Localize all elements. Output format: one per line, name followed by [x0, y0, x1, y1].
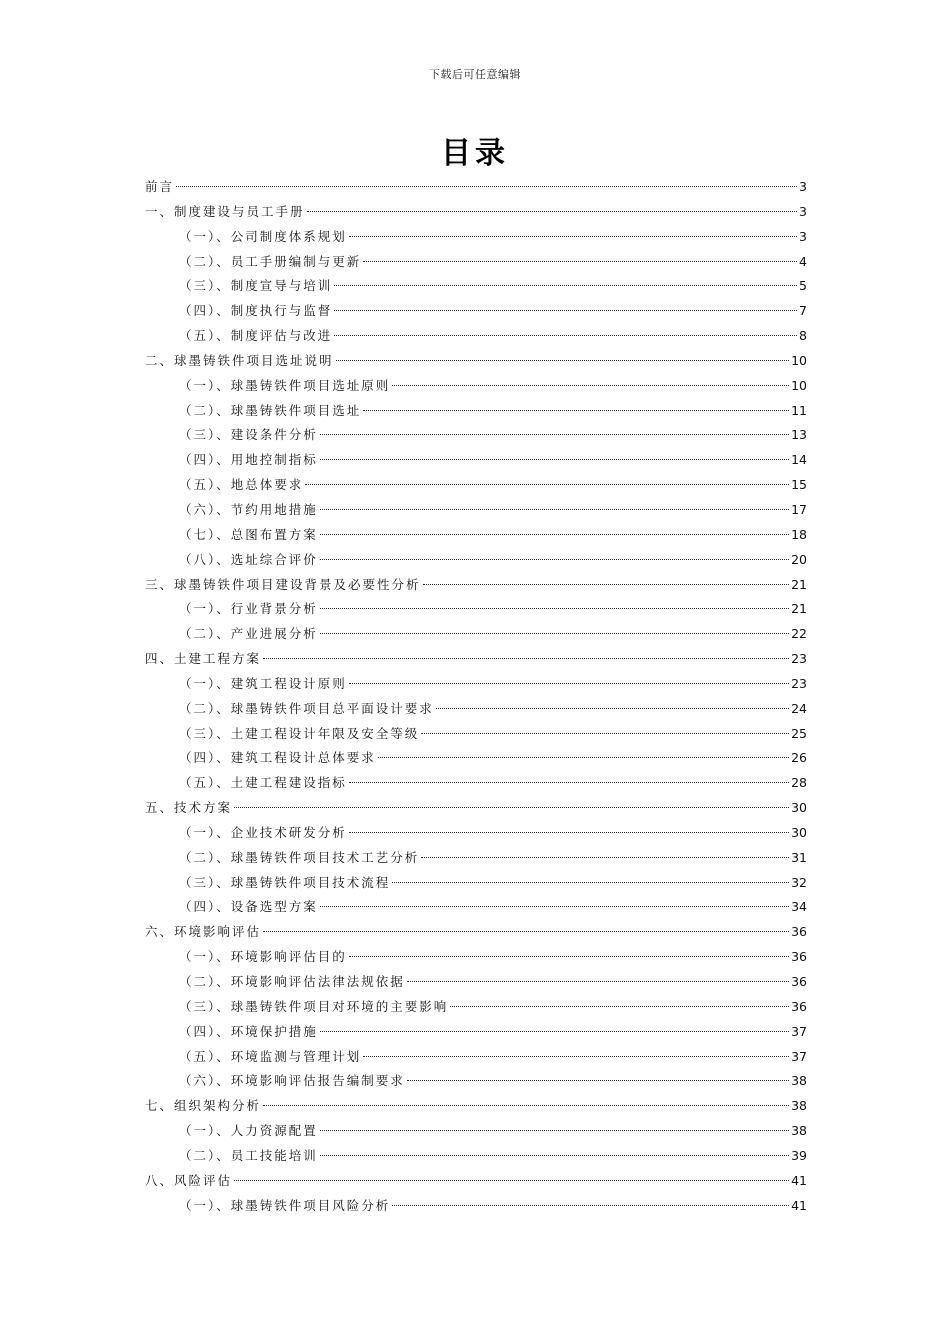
toc-leader-dots [392, 385, 789, 386]
toc-entry-label: （一）、企业技术研发分析 [179, 824, 347, 840]
toc-entry[interactable] [145, 175, 807, 200]
toc-leader-dots [176, 186, 797, 187]
toc-entry-label: （四）、设备选型方案 [179, 899, 318, 915]
toc-entry-label: 二、球墨铸铁件项目选址说明 [145, 352, 334, 368]
toc-leader-dots [421, 857, 789, 858]
toc-leader-dots [336, 360, 790, 361]
toc-leader-dots [320, 1130, 789, 1131]
toc-entry-label: （七）、总图布置方案 [179, 526, 318, 542]
toc-leader-dots [334, 335, 797, 336]
toc-subentry[interactable] [145, 846, 807, 871]
toc-page-number: 3 [799, 228, 807, 244]
toc-entry-label: 前言 [145, 179, 175, 194]
toc-entry-label: （三）、土建工程设计年限及安全等级 [179, 725, 420, 741]
toc-subentry[interactable] [145, 1045, 807, 1070]
toc-entry-label: （一）、球墨铸铁件项目选址原则 [179, 377, 391, 393]
toc-entry-label: （三）、制度宣导与培训 [179, 278, 333, 294]
toc-page-number: 22 [791, 626, 807, 642]
toc-leader-dots [320, 633, 789, 634]
toc-entry-label: （四）、环境保护措施 [179, 1023, 318, 1039]
toc-leader-dots [423, 584, 790, 585]
toc-entry-label: （三）、建设条件分析 [179, 427, 318, 443]
toc-page-number: 21 [791, 601, 807, 617]
toc-page-number: 34 [791, 899, 807, 915]
toc-subentry[interactable] [145, 473, 807, 498]
toc-subentry[interactable] [145, 225, 807, 250]
toc-subentry[interactable] [145, 1069, 807, 1094]
toc-entry-label: （五）、制度评估与改进 [179, 328, 333, 344]
toc-subentry[interactable] [145, 523, 807, 548]
toc-leader-dots [363, 261, 797, 262]
toc-entry[interactable] [145, 573, 807, 598]
toc-subentry[interactable] [145, 945, 807, 970]
toc-subentry[interactable] [145, 548, 807, 573]
toc-page-number: 23 [791, 651, 807, 667]
toc-page-number: 23 [791, 675, 807, 691]
toc-entry-label: （二）、球墨铸铁件项目总平面设计要求 [179, 700, 434, 716]
toc-leader-dots [320, 559, 789, 560]
toc-subentry[interactable] [145, 871, 807, 896]
toc-page-number: 21 [791, 576, 807, 592]
toc-page-number: 37 [791, 1023, 807, 1039]
toc-page-number: 31 [791, 849, 807, 865]
toc-page-number: 8 [799, 328, 807, 344]
toc-page-number: 37 [791, 1048, 807, 1064]
toc-leader-dots [305, 484, 789, 485]
page-header: 下载后可任意编辑 [429, 68, 521, 81]
toc-subentry[interactable] [145, 970, 807, 995]
toc-subentry[interactable] [145, 1020, 807, 1045]
toc-entry-label: （三）、球墨铸铁件项目技术流程 [179, 874, 391, 890]
toc-subentry[interactable] [145, 1194, 807, 1219]
toc-page-number: 41 [791, 1172, 807, 1188]
toc-subentry[interactable] [145, 324, 807, 349]
toc-leader-dots [263, 1105, 789, 1106]
toc-page-number: 15 [791, 477, 807, 493]
toc-leader-dots [378, 757, 789, 758]
toc-subentry[interactable] [145, 821, 807, 846]
toc-entry-label: 六、环境影响评估 [145, 924, 262, 940]
toc-entry-label: （二）、产业进展分析 [179, 626, 318, 642]
toc-entry-label: （一）、公司制度体系规划 [179, 228, 347, 244]
toc-subentry[interactable] [145, 374, 807, 399]
toc-entry-label: （三）、球墨铸铁件项目对环境的主要影响 [179, 998, 449, 1014]
toc-page-number: 36 [791, 924, 807, 940]
toc-subentry[interactable] [145, 672, 807, 697]
toc-page-number: 18 [791, 526, 807, 542]
toc-entry-label: （二）、员工手册编制与更新 [179, 253, 362, 269]
toc-page-number: 36 [791, 949, 807, 965]
toc-leader-dots [334, 285, 797, 286]
toc-leader-dots [407, 981, 789, 982]
toc-page-number: 20 [791, 551, 807, 567]
toc-entry-label: （六）、环境影响评估报告编制要求 [179, 1073, 405, 1089]
toc-leader-dots [320, 1031, 789, 1032]
toc-page-number: 10 [791, 377, 807, 393]
toc-page-number: 38 [791, 1098, 807, 1114]
toc-page-number: 7 [799, 303, 807, 319]
toc-entry-label: 七、组织架构分析 [145, 1098, 262, 1114]
toc-leader-dots [320, 459, 789, 460]
toc-subentry[interactable] [145, 299, 807, 324]
toc-entry[interactable] [145, 1169, 807, 1194]
toc-subentry[interactable] [145, 399, 807, 424]
toc-entry-label: （四）、制度执行与监督 [179, 303, 333, 319]
toc-page-number: 10 [791, 352, 807, 368]
toc-leader-dots [392, 882, 789, 883]
toc-entry-label: （五）、土建工程建设指标 [179, 775, 347, 791]
toc-leader-dots [307, 211, 798, 212]
toc-leader-dots [234, 807, 789, 808]
toc-page-number: 30 [791, 800, 807, 816]
toc-entry-label: （二）、球墨铸铁件项目技术工艺分析 [179, 849, 420, 865]
toc-leader-dots [263, 931, 789, 932]
toc-leader-dots [349, 956, 789, 957]
toc-subentry[interactable] [145, 597, 807, 622]
toc-leader-dots [349, 832, 789, 833]
toc-leader-dots [334, 310, 797, 311]
toc-entry-label: （二）、环境影响评估法律法规依据 [179, 974, 405, 989]
toc-subentry[interactable] [145, 622, 807, 647]
toc-page-number: 38 [791, 1073, 807, 1089]
toc-page-number: 13 [791, 427, 807, 443]
toc-subentry[interactable] [145, 895, 807, 920]
toc-page-number: 36 [791, 974, 807, 989]
toc-entry-label: （一）、球墨铸铁件项目风险分析 [179, 1197, 391, 1213]
toc-page-number: 38 [791, 1123, 807, 1139]
toc-subentry[interactable] [145, 1144, 807, 1169]
toc-entry[interactable] [145, 1094, 807, 1119]
toc-entry-label: （四）、建筑工程设计总体要求 [179, 750, 376, 766]
toc-subentry[interactable] [145, 250, 807, 275]
toc-page-number: 30 [791, 824, 807, 840]
toc-leader-dots [320, 509, 789, 510]
toc-page-number: 25 [791, 725, 807, 741]
toc-entry-label: 三、球墨铸铁件项目建设背景及必要性分析 [145, 576, 421, 592]
toc-leader-dots [320, 1155, 789, 1156]
toc-page-number: 32 [791, 874, 807, 890]
toc-page-number: 11 [791, 402, 807, 418]
toc-page-number: 5 [799, 278, 807, 294]
toc-subentry[interactable] [145, 1119, 807, 1144]
toc-leader-dots [392, 1205, 789, 1206]
toc-leader-dots [320, 434, 789, 435]
toc-page-number: 3 [799, 203, 807, 219]
toc-leader-dots [263, 658, 789, 659]
toc-subentry[interactable] [145, 722, 807, 747]
toc-entry-label: （四）、用地控制指标 [179, 452, 318, 468]
toc-entry[interactable] [145, 647, 807, 672]
toc-leader-dots [320, 534, 789, 535]
toc-subentry[interactable] [145, 746, 807, 771]
toc-leader-dots [436, 708, 789, 709]
toc-page-number: 17 [791, 501, 807, 517]
toc-entry-label: （二）、球墨铸铁件项目选址 [179, 402, 362, 418]
page-title: 目录 [441, 136, 509, 171]
toc-page-number: 28 [791, 775, 807, 791]
toc-entry-label: （一）、建筑工程设计原则 [179, 675, 347, 691]
toc-leader-dots [349, 236, 797, 237]
toc-entry-label: （二）、员工技能培训 [179, 1147, 318, 1163]
toc-page-number: 41 [791, 1197, 807, 1213]
toc-leader-dots [363, 1056, 789, 1057]
toc-page-number: 24 [791, 700, 807, 716]
toc-entry-label: 八、风险评估 [145, 1172, 233, 1188]
toc-page-number: 3 [799, 179, 807, 194]
toc-entry[interactable] [145, 920, 807, 945]
toc-entry-label: （一）、环境影响评估目的 [179, 949, 347, 965]
toc-entry[interactable] [145, 796, 807, 821]
toc-subentry[interactable] [145, 771, 807, 796]
toc-leader-dots [363, 410, 789, 411]
toc-page-number: 26 [791, 750, 807, 766]
toc-subentry[interactable] [145, 995, 807, 1020]
toc-subentry[interactable] [145, 697, 807, 722]
table-of-contents [145, 175, 807, 1218]
toc-entry-label: 四、土建工程方案 [145, 651, 262, 667]
toc-page-number: 14 [791, 452, 807, 468]
toc-entry-label: （五）、环境监测与管理计划 [179, 1048, 362, 1064]
toc-entry-label: （一）、人力资源配置 [179, 1123, 318, 1139]
toc-subentry[interactable] [145, 274, 807, 299]
toc-entry-label: （六）、节约用地措施 [179, 501, 318, 517]
toc-leader-dots [421, 733, 789, 734]
toc-leader-dots [234, 1180, 789, 1181]
toc-entry[interactable] [145, 200, 807, 225]
toc-leader-dots [320, 906, 789, 907]
toc-subentry[interactable] [145, 448, 807, 473]
toc-entry-label: （一）、行业背景分析 [179, 601, 318, 617]
toc-page-number: 4 [799, 253, 807, 269]
toc-leader-dots [349, 683, 789, 684]
toc-subentry[interactable] [145, 498, 807, 523]
toc-entry-label: （五）、地总体要求 [179, 477, 304, 493]
toc-entry-label: 五、技术方案 [145, 800, 233, 816]
toc-leader-dots [320, 608, 789, 609]
toc-subentry[interactable] [145, 423, 807, 448]
toc-leader-dots [349, 782, 789, 783]
toc-entry-label: 一、制度建设与员工手册 [145, 203, 305, 219]
toc-entry[interactable] [145, 349, 807, 374]
toc-leader-dots [450, 1006, 789, 1007]
toc-page-number: 36 [791, 998, 807, 1014]
toc-page-number: 39 [791, 1147, 807, 1163]
toc-entry-label: （八）、选址综合评价 [179, 551, 318, 567]
toc-leader-dots [407, 1080, 789, 1081]
